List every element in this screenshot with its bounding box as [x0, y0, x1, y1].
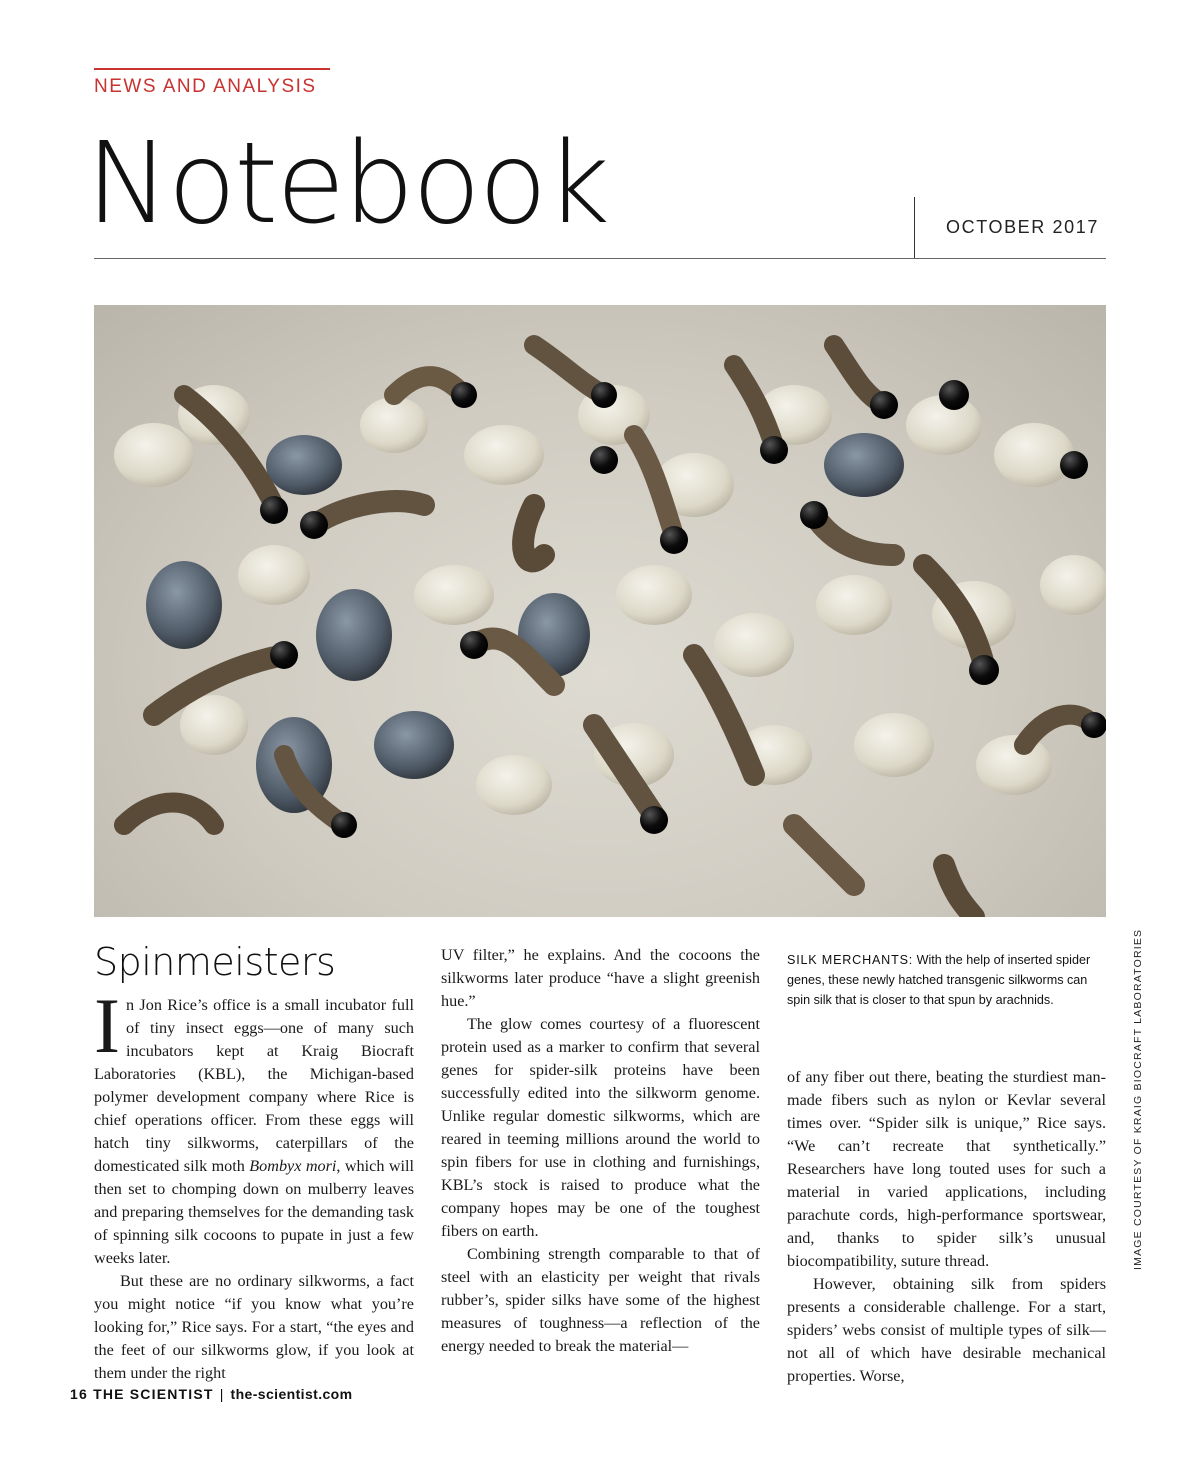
article-paragraph: UV filter,” he explains. And the cocoons the silkworms later produce “have a slight greenish hue.” [441, 946, 760, 1010]
drop-cap: I [94, 982, 120, 1069]
page-number: 16 [70, 1386, 88, 1402]
caption-lead: SILK MERCHANTS: [787, 953, 914, 967]
page-footer [70, 1386, 352, 1402]
silkworm-illustration [94, 305, 1106, 917]
article-headline: Spinmeisters [94, 940, 336, 984]
species-name: Bombyx mori [249, 1157, 337, 1175]
article-column-3 [787, 1066, 1106, 1388]
page-title: Notebook [86, 119, 609, 249]
image-credit: IMAGE COURTESY OF KRAIG BIOCRAFT LABORATORIES [1132, 928, 1144, 1270]
silkworm-photo [94, 305, 1106, 917]
article-paragraph: In Jon Rice’s office is a small incubator full of tiny insect eggs—one of many such incubators kept at Kraig Biocraft Laboratories (KBL), the Michigan-based polymer development company where Rice is chief operations officer. From these eggs will hatch tiny silkworms, caterpillars of the domesticated silk moth Bombyx mori, which will then set to chomping down on mulberry leaves and preparing themselves for the demanding task of spinning silk cocoons to pupate in just a few weeks later. [94, 982, 414, 1267]
article-column-2 [441, 944, 760, 1358]
issue-date: OCTOBER 2017 [946, 217, 1099, 237]
article-column-1 [94, 982, 414, 1385]
article-paragraph: of any fiber out there, beating the sturdiest man-made fibers such as nylon or Kevlar several times over. “Spider silk is unique,” Rice says. “We can’t recreate that synthetically.” Researchers have long touted uses for such a material in varied applications, including parachute cords, high-performance sportswear, and, thanks to spider silk’s unusual biocompatibility, suture thread. [787, 1068, 1106, 1270]
header-rule [94, 258, 1106, 259]
magazine-name: THE SCIENTIST [93, 1386, 214, 1402]
article-paragraph: The glow comes courtesy of a fluorescent protein used as a marker to confirm that several genes for spider-silk proteins have been successfully edited into the silkworm genome. Unlike regular domestic silkworms, which are reared in teeming millions around the world to spin fibers for use in clothing and furnishings, KBL’s stock is raised to produce what the company hopes may be one of the toughest fibers on earth. [441, 1015, 760, 1240]
website-url: the-scientist.com [230, 1386, 353, 1402]
section-rule [94, 68, 330, 70]
footer-separator: | [219, 1386, 225, 1402]
section-label: NEWS AND ANALYSIS [94, 76, 317, 97]
photo-caption [787, 950, 1097, 1010]
caption-text: With the help of inserted spider genes, these newly hatched transgenic silkworms can spin silk that is closer to that spun by arachnids. [787, 953, 1091, 1007]
article-paragraph: But these are no ordinary silkworms, a fact you might notice “if you know what you’re looking for,” Rice says. For a start, “the eyes and the feet of our silkworms glow, if you look at them under the right [94, 1272, 414, 1382]
article-paragraph: However, obtaining silk from spiders presents a considerable challenge. For a start, spiders’ webs consist of multiple types of silk—not all of which have desirable mechanical properties. Worse, [787, 1275, 1106, 1385]
article-paragraph: Combining strength comparable to that of steel with an elasticity per weight that rivals rubber’s, spider silks have some of the highest measures of toughness—a reflection of the energy needed to break the material— [441, 1245, 760, 1355]
issue-divider [914, 197, 915, 259]
